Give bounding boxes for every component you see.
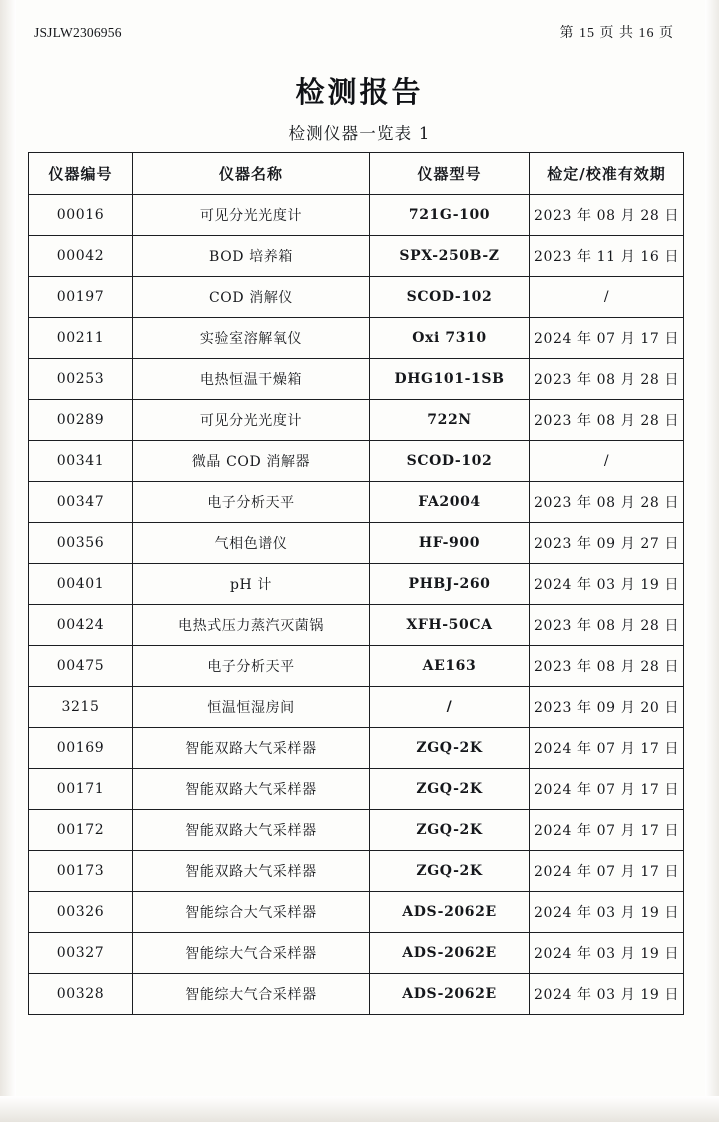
cell-instrument-name: COD 消解仪	[133, 277, 370, 318]
cell-instrument-model: 722N	[370, 400, 530, 441]
column-header-instrument-id: 仪器编号	[29, 153, 133, 195]
cell-instrument-id: 00475	[29, 646, 133, 687]
cell-instrument-name: 气相色谱仪	[133, 523, 370, 564]
cell-calibration-validity: 2024 年 07 月 17 日	[530, 769, 684, 810]
cell-instrument-model: AE163	[370, 646, 530, 687]
cell-calibration-validity: 2024 年 03 月 19 日	[530, 892, 684, 933]
cell-instrument-model: Oxi 7310	[370, 318, 530, 359]
cell-instrument-model: PHBJ-260	[370, 564, 530, 605]
cell-instrument-name: 恒温恒湿房间	[133, 687, 370, 728]
cell-instrument-model: ZGQ-2K	[370, 810, 530, 851]
table-row	[29, 646, 684, 687]
cell-instrument-name: 电热式压力蒸汽灭菌锅	[133, 605, 370, 646]
cell-instrument-model: ZGQ-2K	[370, 769, 530, 810]
cell-instrument-id: 00253	[29, 359, 133, 400]
cell-instrument-id: 00173	[29, 851, 133, 892]
scan-edge-left	[0, 0, 16, 1122]
cell-instrument-model: ADS-2062E	[370, 892, 530, 933]
cell-instrument-model: 721G-100	[370, 195, 530, 236]
cell-instrument-model: ADS-2062E	[370, 974, 530, 1015]
cell-instrument-model: /	[370, 687, 530, 728]
instrument-table	[28, 152, 684, 1015]
cell-instrument-model: ZGQ-2K	[370, 851, 530, 892]
cell-instrument-id: 00424	[29, 605, 133, 646]
cell-calibration-validity: 2023 年 09 月 27 日	[530, 523, 684, 564]
cell-calibration-validity: 2024 年 03 月 19 日	[530, 564, 684, 605]
cell-instrument-name: BOD 培养箱	[133, 236, 370, 277]
cell-instrument-id: 00401	[29, 564, 133, 605]
cell-calibration-validity: 2024 年 03 月 19 日	[530, 933, 684, 974]
cell-instrument-id: 00171	[29, 769, 133, 810]
table-row	[29, 277, 684, 318]
cell-instrument-name: 可见分光光度计	[133, 195, 370, 236]
table-row	[29, 728, 684, 769]
cell-calibration-validity: 2024 年 07 月 17 日	[530, 728, 684, 769]
cell-instrument-id: 00347	[29, 482, 133, 523]
table-body	[29, 195, 684, 1015]
cell-instrument-model: XFH-50CA	[370, 605, 530, 646]
cell-calibration-validity: 2023 年 08 月 28 日	[530, 646, 684, 687]
cell-instrument-name: 智能综大气合采样器	[133, 974, 370, 1015]
cell-calibration-validity: 2024 年 07 月 17 日	[530, 810, 684, 851]
cell-instrument-name: 可见分光光度计	[133, 400, 370, 441]
cell-calibration-validity: 2024 年 07 月 17 日	[530, 318, 684, 359]
cell-instrument-id: 00169	[29, 728, 133, 769]
cell-instrument-model: ADS-2062E	[370, 933, 530, 974]
cell-instrument-id: 3215	[29, 687, 133, 728]
cell-instrument-id: 00327	[29, 933, 133, 974]
scan-edge-right	[705, 0, 719, 1122]
cell-instrument-name: pH 计	[133, 564, 370, 605]
cell-instrument-name: 微晶 COD 消解器	[133, 441, 370, 482]
cell-instrument-id: 00211	[29, 318, 133, 359]
cell-calibration-validity: 2023 年 08 月 28 日	[530, 482, 684, 523]
table-row	[29, 236, 684, 277]
table-row	[29, 564, 684, 605]
table-row	[29, 359, 684, 400]
cell-instrument-id: 00172	[29, 810, 133, 851]
page-header	[34, 22, 674, 42]
table-row	[29, 851, 684, 892]
scan-edge-bottom	[0, 1096, 719, 1122]
table-row	[29, 810, 684, 851]
cell-calibration-validity: 2023 年 08 月 28 日	[530, 359, 684, 400]
cell-instrument-name: 智能综合大气采样器	[133, 892, 370, 933]
table-row	[29, 400, 684, 441]
table-row	[29, 195, 684, 236]
cell-instrument-model: SCOD-102	[370, 441, 530, 482]
cell-instrument-model: FA2004	[370, 482, 530, 523]
table-row	[29, 482, 684, 523]
cell-instrument-id: 00016	[29, 195, 133, 236]
table-row	[29, 769, 684, 810]
document-code: JSJLW2306956	[34, 25, 122, 40]
cell-instrument-id: 00289	[29, 400, 133, 441]
cell-instrument-id: 00341	[29, 441, 133, 482]
table-row	[29, 523, 684, 564]
cell-instrument-model: SCOD-102	[370, 277, 530, 318]
cell-instrument-name: 电子分析天平	[133, 646, 370, 687]
cell-calibration-validity: 2023 年 08 月 28 日	[530, 400, 684, 441]
cell-instrument-model: SPX-250B-Z	[370, 236, 530, 277]
table-row	[29, 974, 684, 1015]
cell-instrument-id: 00356	[29, 523, 133, 564]
cell-calibration-validity: 2023 年 08 月 28 日	[530, 605, 684, 646]
cell-instrument-model: ZGQ-2K	[370, 728, 530, 769]
column-header-instrument-name: 仪器名称	[133, 153, 370, 195]
table-row	[29, 892, 684, 933]
table-row	[29, 605, 684, 646]
page-title: 检测报告	[295, 75, 424, 109]
cell-instrument-id: 00197	[29, 277, 133, 318]
table-row	[29, 687, 684, 728]
cell-instrument-name: 实验室溶解氧仪	[133, 318, 370, 359]
page-subtitle: 检测仪器一览表 1	[288, 124, 431, 143]
page-indicator: 第 15 页 共 16 页	[559, 26, 674, 41]
cell-instrument-model: DHG101-1SB	[370, 359, 530, 400]
cell-instrument-name: 智能双路大气采样器	[133, 769, 370, 810]
table-row	[29, 318, 684, 359]
column-header-instrument-model: 仪器型号	[370, 153, 530, 195]
cell-instrument-name: 智能双路大气采样器	[133, 810, 370, 851]
cell-calibration-validity: 2024 年 07 月 17 日	[530, 851, 684, 892]
cell-calibration-validity: 2023 年 11 月 16 日	[530, 236, 684, 277]
cell-instrument-id: 00042	[29, 236, 133, 277]
cell-calibration-validity: /	[530, 277, 684, 318]
cell-instrument-id: 00328	[29, 974, 133, 1015]
table-row	[29, 933, 684, 974]
cell-calibration-validity: /	[530, 441, 684, 482]
cell-instrument-model: HF-900	[370, 523, 530, 564]
cell-instrument-id: 00326	[29, 892, 133, 933]
table-row	[29, 441, 684, 482]
cell-instrument-name: 智能双路大气采样器	[133, 728, 370, 769]
cell-calibration-validity: 2024 年 03 月 19 日	[530, 974, 684, 1015]
table-header-row	[29, 153, 684, 195]
cell-instrument-name: 智能综大气合采样器	[133, 933, 370, 974]
cell-calibration-validity: 2023 年 08 月 28 日	[530, 195, 684, 236]
cell-calibration-validity: 2023 年 09 月 20 日	[530, 687, 684, 728]
column-header-calibration-validity: 检定/校准有效期	[530, 153, 684, 195]
cell-instrument-name: 智能双路大气采样器	[133, 851, 370, 892]
cell-instrument-name: 电热恒温干燥箱	[133, 359, 370, 400]
cell-instrument-name: 电子分析天平	[133, 482, 370, 523]
